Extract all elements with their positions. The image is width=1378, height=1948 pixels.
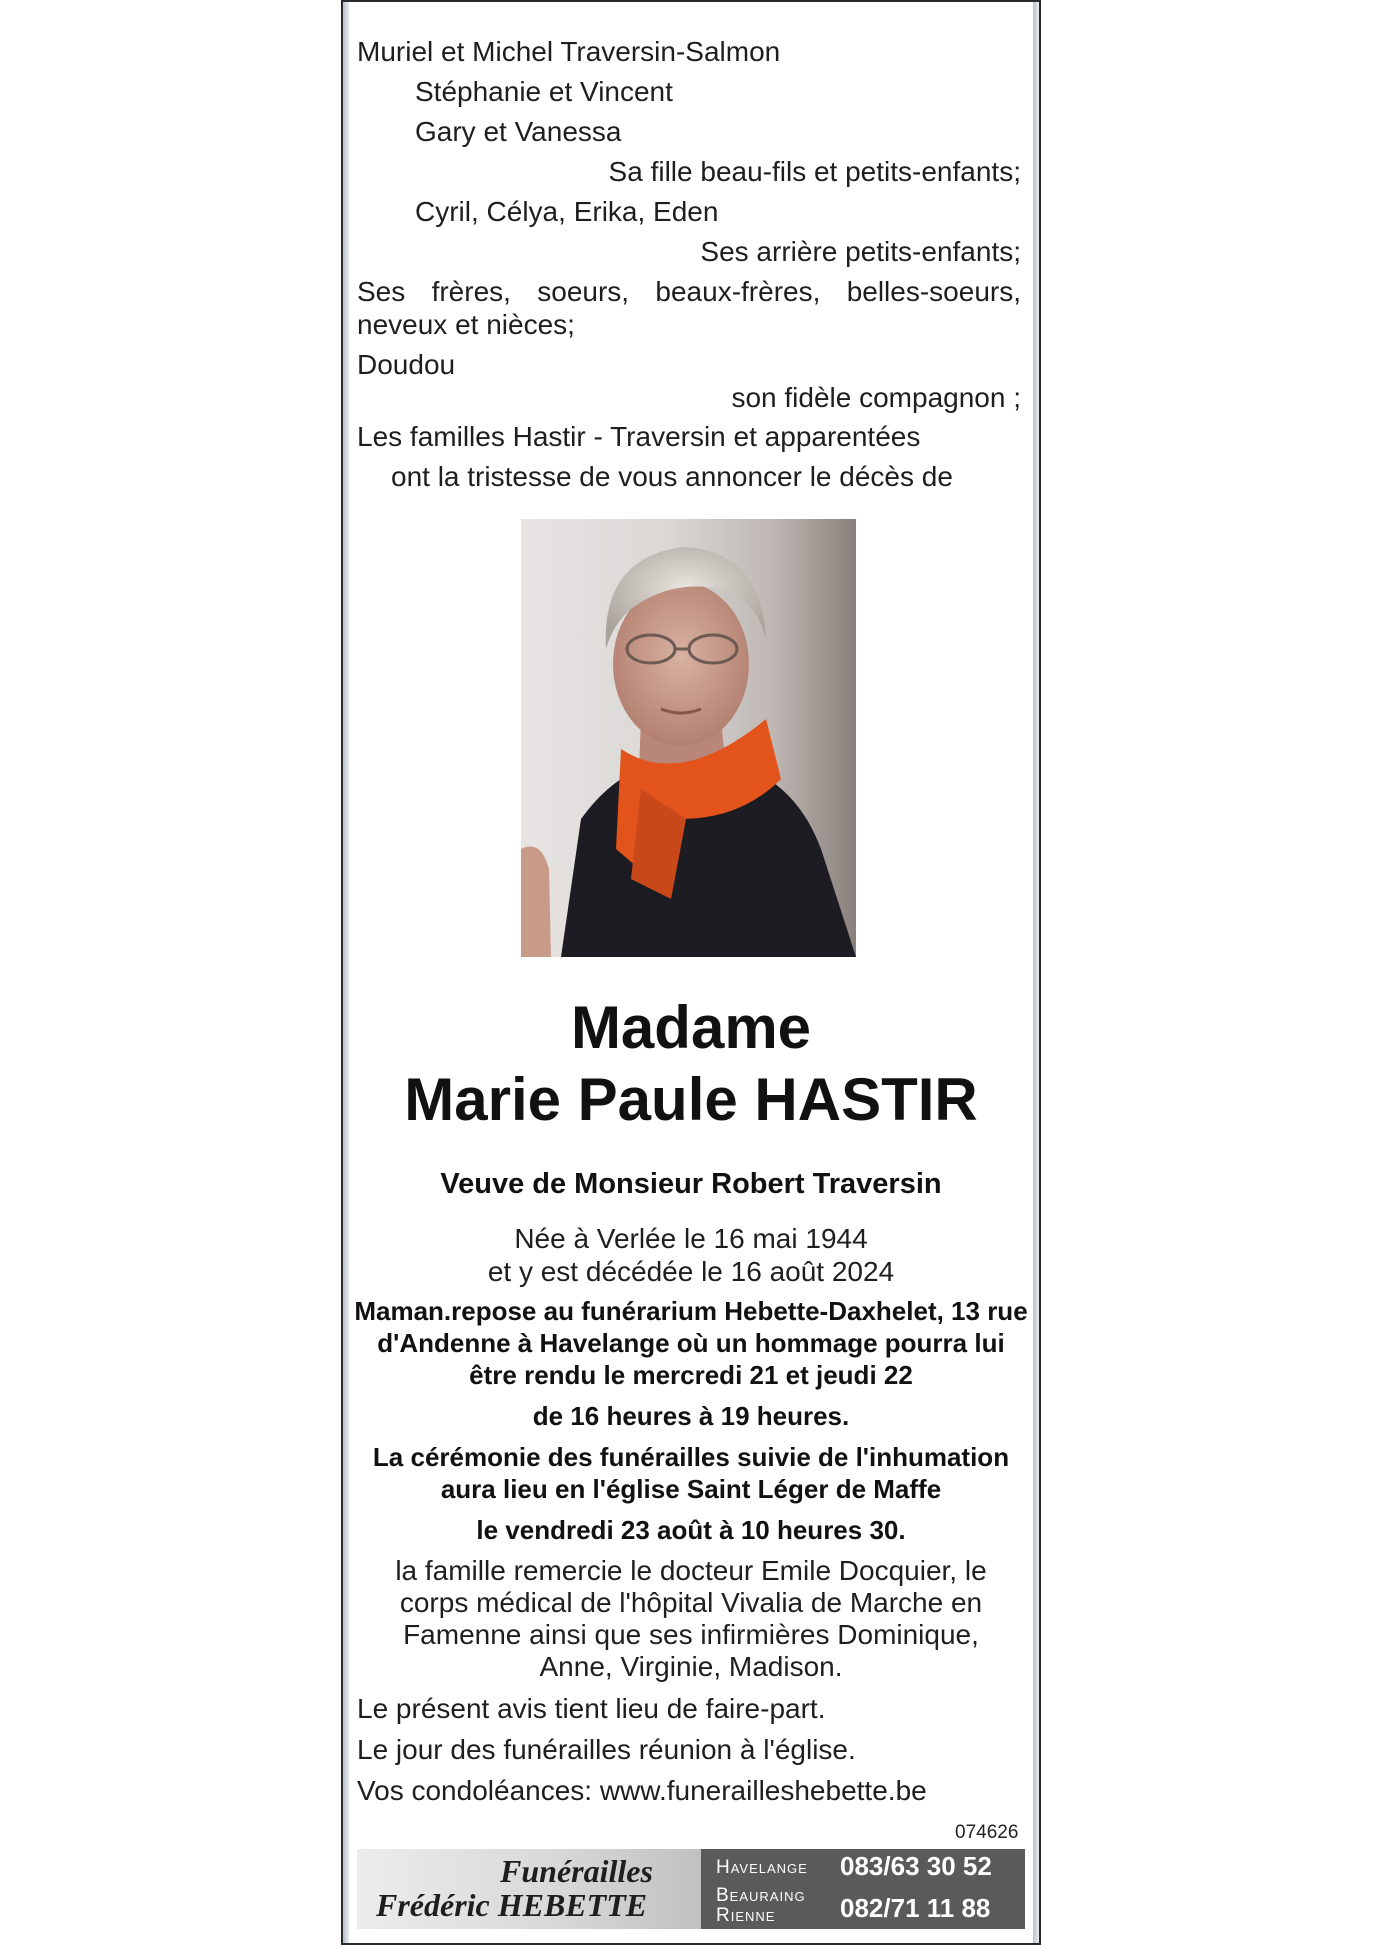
note-line: Le jour des funérailles réunion à l'église. — [357, 1734, 856, 1765]
family-line: Stéphanie et Vincent — [415, 76, 673, 107]
family-role: son fidèle compagnon ; — [731, 382, 1021, 413]
ceremony-line: aura lieu en l'église Saint Léger de Maffe — [440, 1474, 942, 1504]
location-label: Havelange — [716, 1857, 808, 1878]
ceremony-line: La cérémonie des funérailles suivie de l'inhumation — [372, 1442, 1010, 1472]
family-line: neveux et nièces; — [357, 309, 575, 340]
thanks-line: la famille remercie le docteur Emile Docquier, le — [395, 1555, 987, 1586]
death-line: et y est décédée le 16 août 2024 — [487, 1256, 895, 1287]
brand-line-1: Funérailles — [500, 1853, 653, 1889]
honorific: Madame — [570, 994, 812, 1061]
rest-line: de 16 heures à 19 heures. — [532, 1401, 850, 1431]
widow-line: Veuve de Monsieur Robert Traversin — [440, 1168, 942, 1200]
thanks-line: Famenne ainsi que ses infirmières Dominique, — [403, 1619, 979, 1650]
family-line: Doudou — [357, 349, 456, 380]
birth-line: Née à Verlée le 16 mai 1944 — [514, 1223, 868, 1254]
thanks-line: corps médical de l'hôpital Vivalia de Marche en — [399, 1587, 983, 1618]
ceremony-line: le vendredi 23 août à 10 heures 30. — [476, 1515, 906, 1545]
condolences-line: Vos condoléances: www.funerailleshebette.be — [357, 1775, 927, 1806]
rest-line: d'Andenne à Havelange où un hommage pourra lui — [377, 1328, 1005, 1358]
location-label: Beauraing — [716, 1885, 806, 1906]
family-line: Gary et Vanessa — [415, 116, 622, 147]
portrait-photo — [521, 519, 856, 957]
phone-number: 083/63 30 52 — [840, 1851, 992, 1881]
family-role: Sa fille beau-fils et petits-enfants; — [608, 156, 1021, 187]
thanks-line: Anne, Virginie, Madison. — [539, 1651, 843, 1682]
rest-line: être rendu le mercredi 21 et jeudi 22 — [469, 1360, 913, 1390]
family-line: Les familles Hastir - Traversin et apparentées — [357, 421, 921, 452]
family-line: Ses frères, soeurs, beaux-frères, belles-soeurs, — [357, 276, 1021, 307]
reference-number: 074626 — [955, 1822, 1019, 1843]
family-line: Cyril, Célya, Erika, Eden — [415, 196, 719, 227]
brand-line-2: Frédéric HEBETTE — [376, 1887, 648, 1923]
deceased-name: Marie Paule HASTIR — [404, 1066, 978, 1133]
announcement-line: ont la tristesse de vous annoncer le décès de — [391, 461, 953, 492]
note-line: Le présent avis tient lieu de faire-part. — [357, 1693, 826, 1724]
location-label: Rienne — [716, 1905, 776, 1926]
phone-number: 082/71 11 88 — [840, 1893, 991, 1923]
rest-line: Maman.repose au funérarium Hebette-Daxhelet, 13 rue — [354, 1296, 1028, 1326]
family-role: Ses arrière petits-enfants; — [700, 236, 1021, 267]
family-line: Muriel et Michel Traversin-Salmon — [357, 36, 781, 67]
